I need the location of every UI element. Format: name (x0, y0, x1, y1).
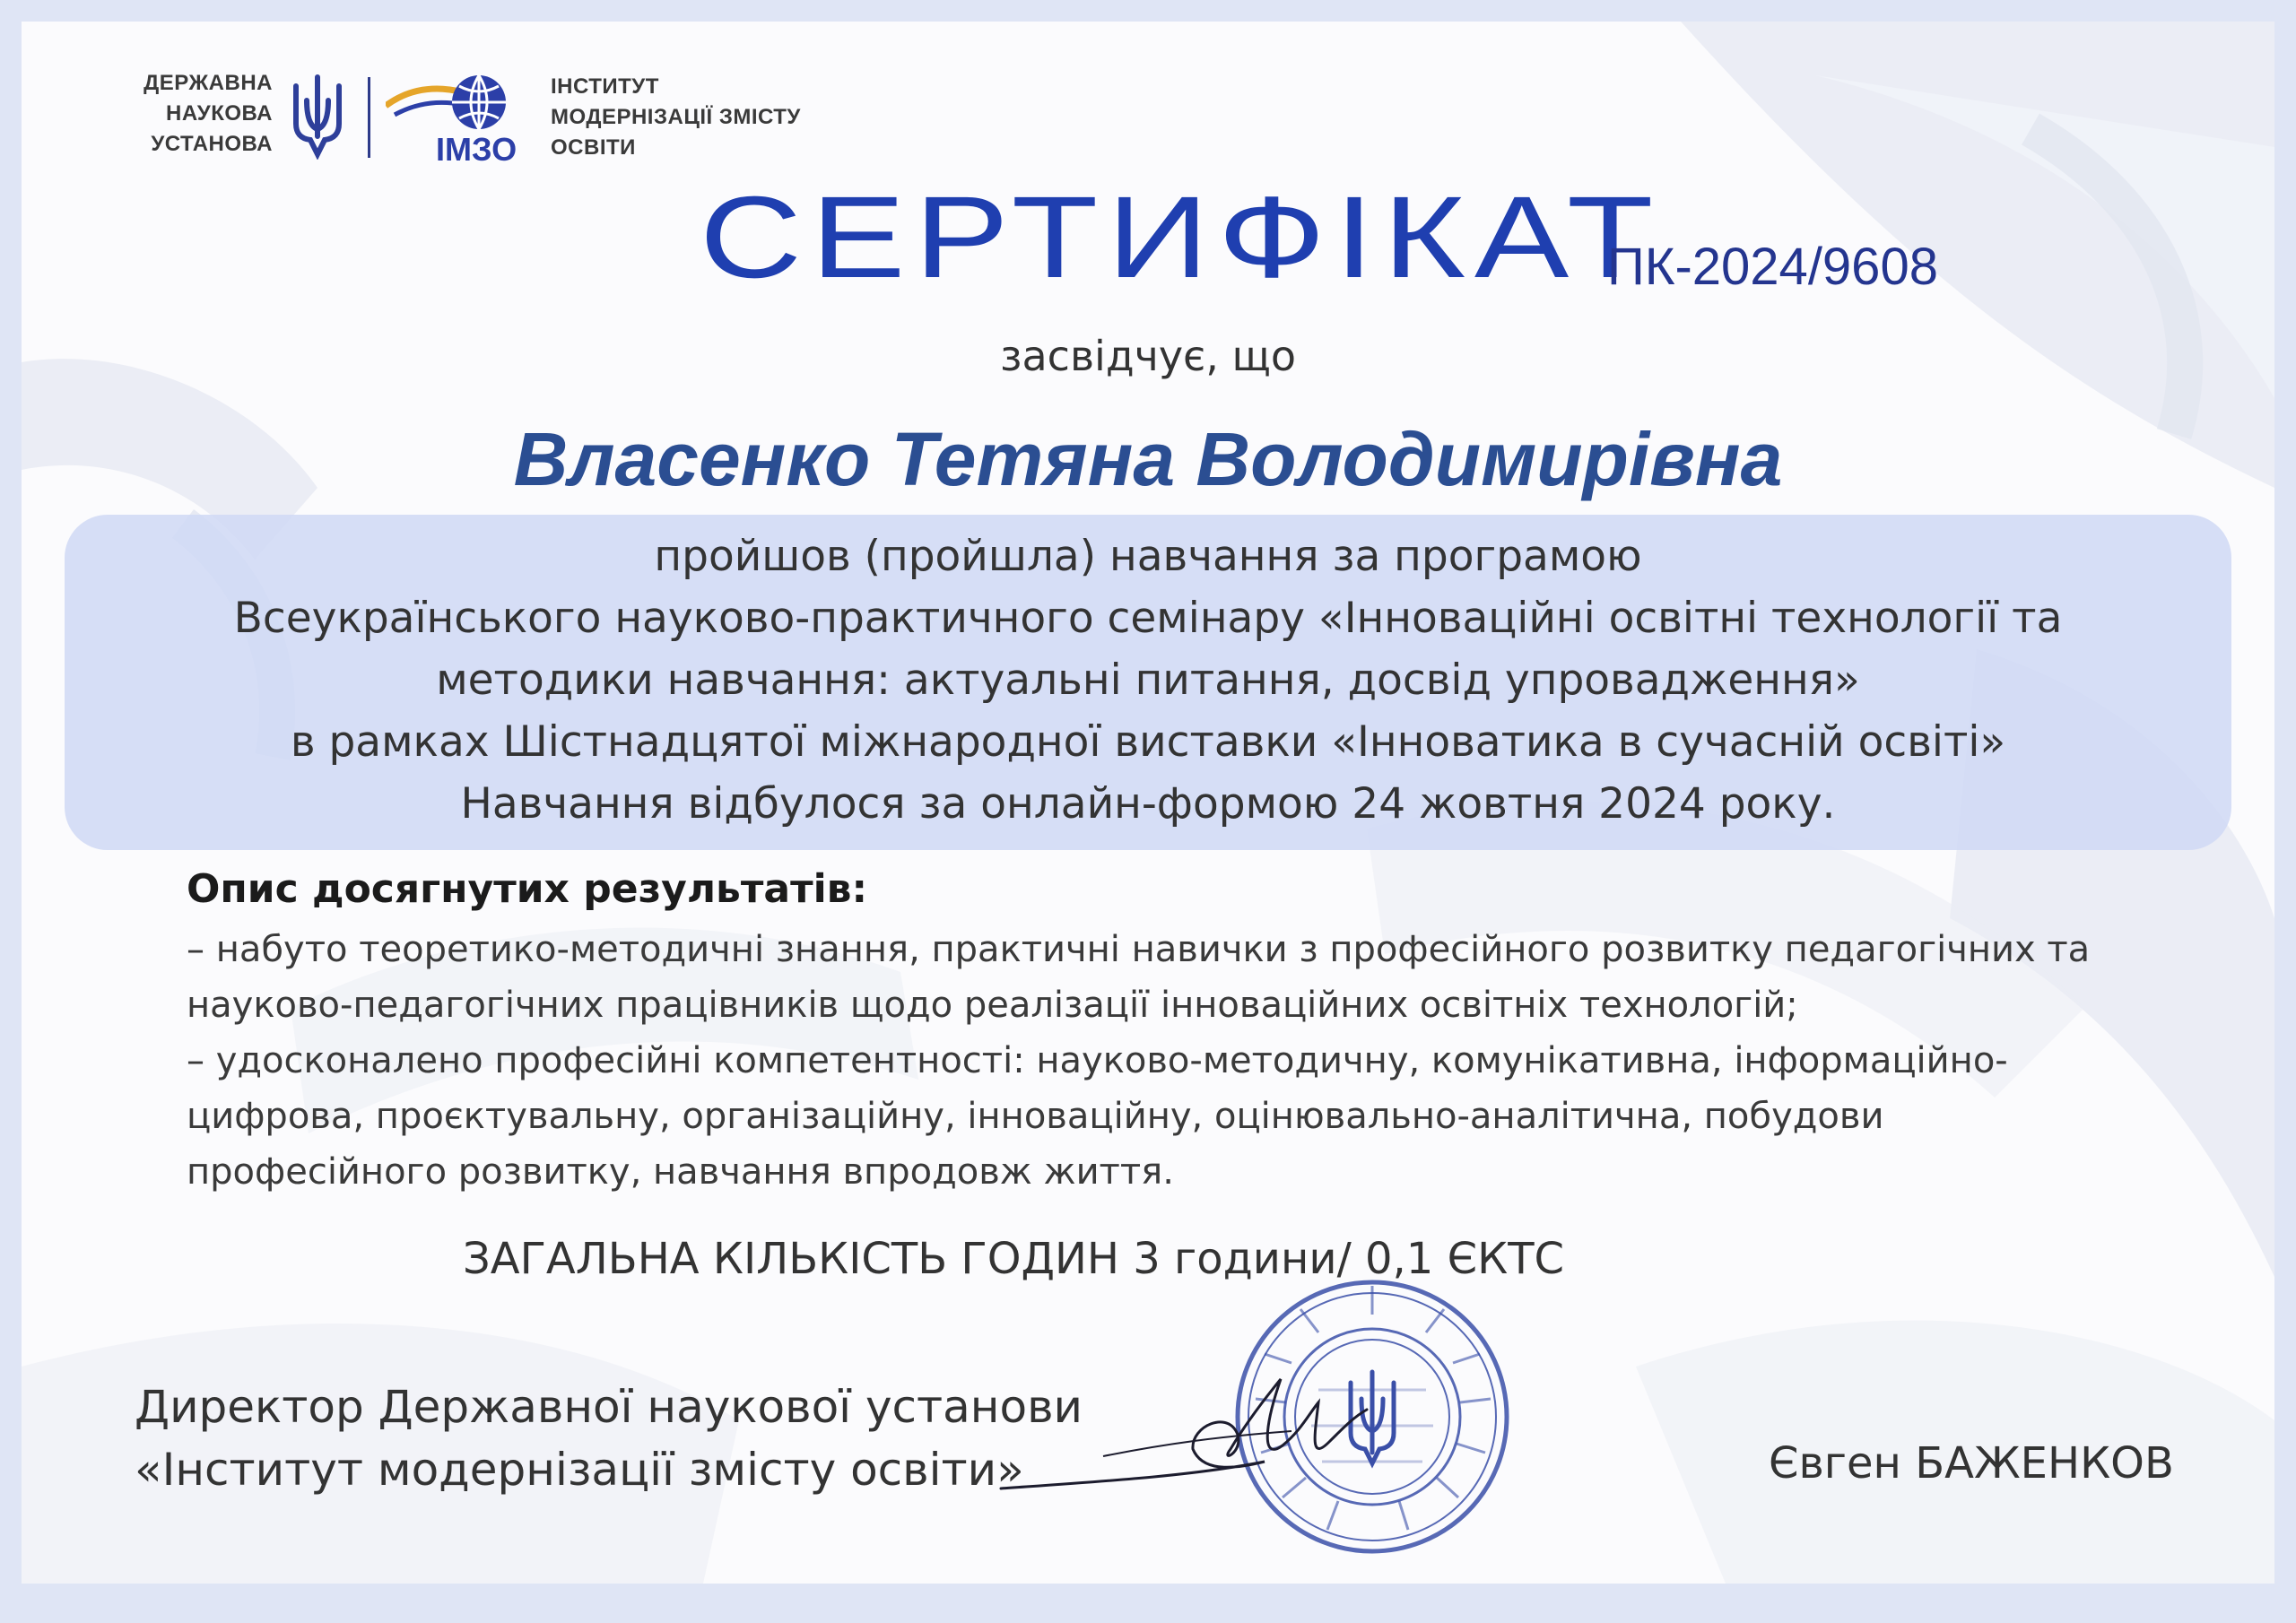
certificate-title: СЕРТИФІКАТ (700, 172, 1663, 302)
program-line: Навчання відбулося за онлайн-формою 24 жовтня 2024 року. (460, 779, 1836, 829)
results-line: – набуто теоретико-методичні знання, практичні навички з професійного розвитку педагогічних та (187, 929, 2091, 970)
results-line: професійного розвитку, навчання впродовж життя. (187, 1151, 1174, 1193)
imzo-abbreviation: ІМЗО (436, 131, 517, 168)
results-heading: Опис досягнутих результатів: (187, 866, 868, 912)
institute-name-label: ІНСТИТУТ МОДЕРНІЗАЦІЇ ЗМІСТУ ОСВІТИ (551, 74, 801, 160)
certifies-text: засвідчує, що (1000, 332, 1296, 380)
certificate-number: ПК-2024/9608 (1607, 238, 1938, 296)
signer-name: Євген БАЖЕНКОВ (1769, 1438, 2174, 1488)
state-institution-label: ДЕРЖАВНА НАУКОВА УСТАНОВА (144, 71, 273, 156)
results-line: – удосконалено професійні компетентності: науково-методичну, комунікативна, інформаційно- (187, 1040, 2008, 1081)
program-line: в рамках Шістнадцятої міжнародної виставки «Інноватика в сучасній освіті» (290, 717, 2006, 767)
total-hours: ЗАГАЛЬНА КІЛЬКІСТЬ ГОДИН 3 години/ 0,1 ЄКТС (462, 1234, 1565, 1284)
results-description (187, 922, 2142, 1200)
trident-icon (289, 74, 346, 160)
handwritten-signature (996, 1363, 1372, 1524)
logo-divider (368, 77, 370, 158)
program-line: методики навчання: актуальні питання, досвід упровадження» (436, 655, 1860, 705)
program-description (65, 525, 2231, 835)
imzo-globe-icon (386, 70, 538, 133)
recipient-name: Власенко Тетяна Володимирівна (513, 417, 1783, 501)
director-title: Директор Державної наукової установи «Інститут модернізації змісту освіти» (135, 1381, 1083, 1496)
program-line: Всеукраїнського науково-практичного семінару «Інноваційні освітні технології та (233, 594, 2063, 643)
results-line: цифрова, проєктувальну, організаційну, інноваційну, оцінювально-аналітична, побудови (187, 1096, 1884, 1137)
results-line: науково-педагогічних працівників щодо реалізації інноваційних освітніх технологій; (187, 985, 1798, 1026)
program-line: пройшов (пройшла) навчання за програмою (654, 532, 1642, 581)
